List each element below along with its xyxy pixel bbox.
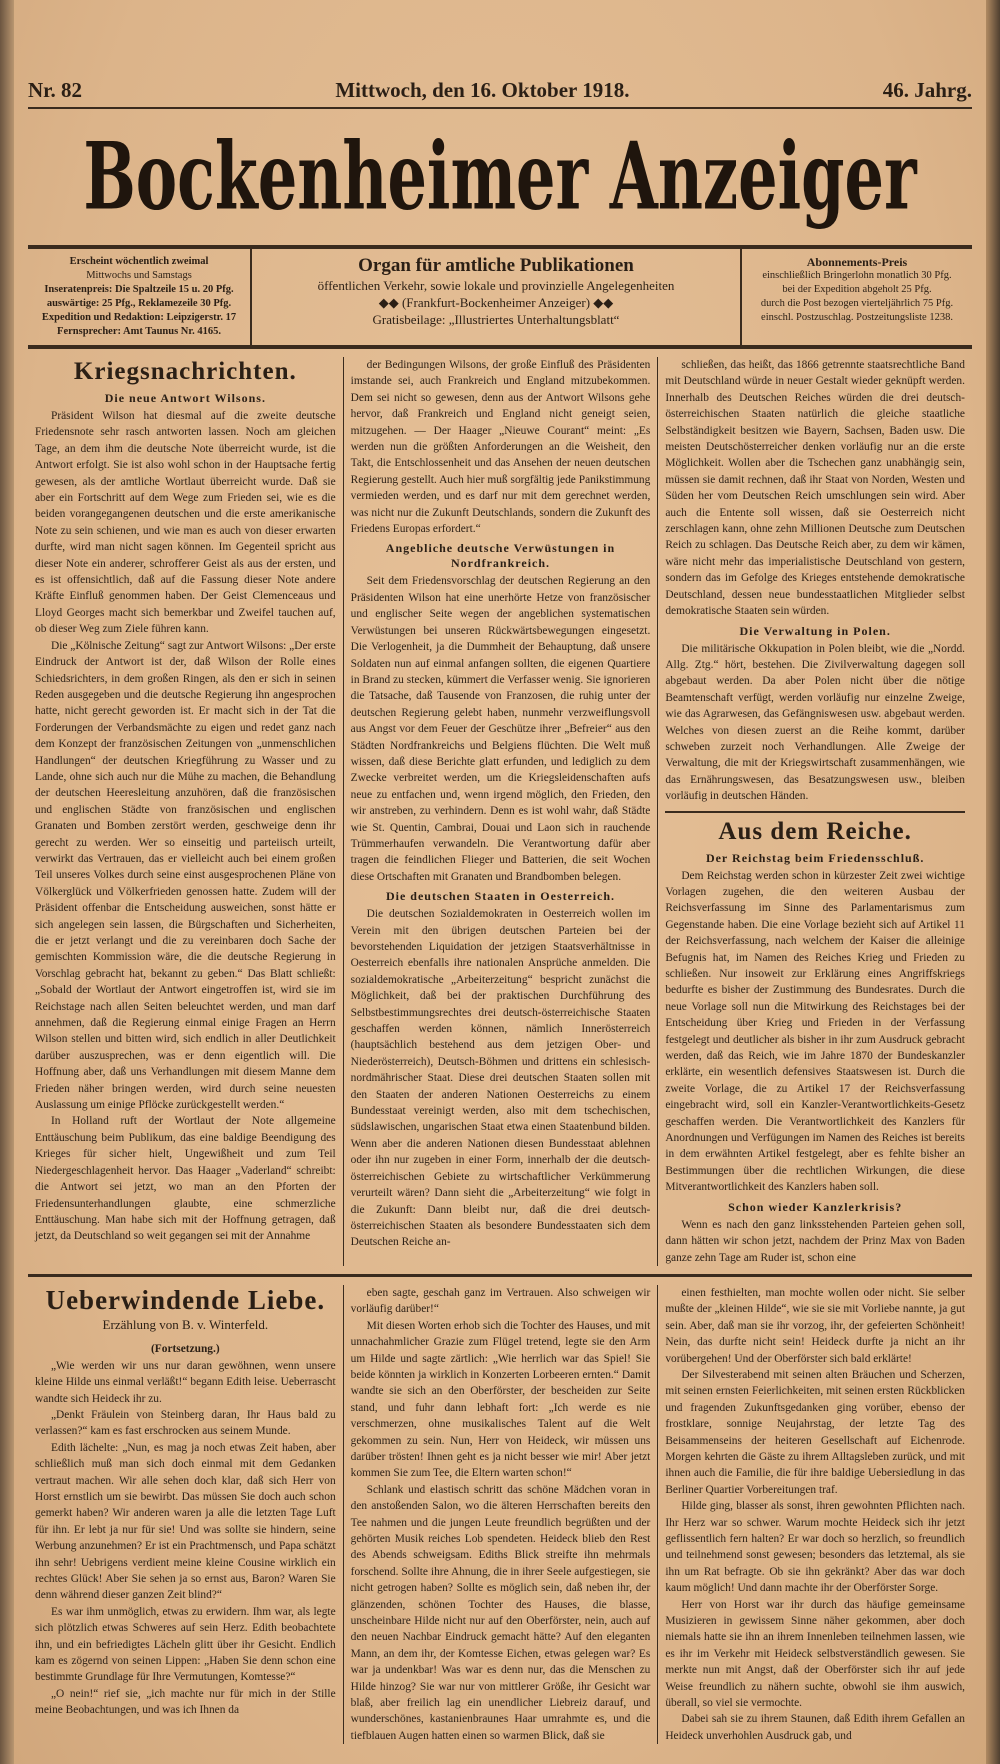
info-line: Erscheint wöchentlich zweimal [69, 256, 209, 267]
paragraph: „O nein!“ rief sie, „ich machte nur für mich in der Stille meine Beobachtungen, und was ich Ihnen da [35, 1687, 336, 1717]
story-byline: Erzählung von B. v. Winterfeld. [102, 1316, 269, 1332]
binding-edge-right [986, 0, 1000, 1764]
column-story-2 [343, 1285, 658, 1744]
binding-edge-left [0, 0, 14, 1764]
info-line: Organ für amtliche Publikationen [358, 255, 634, 276]
column-war-news-3 [657, 357, 972, 1266]
section-divider [665, 811, 965, 813]
paragraph: Seit dem Friedensvorschlag der deutschen Regierung an den Präsidenten Wilson hat eine unerhörte Hetze von französischer und englischer Seite wegen der angeblichen systematischen Verwüstungen bei unseren Rückwärtsbewegungen eingesetzt. Die Verlogenheit, ja die Dummheit der Behauptung, daß unsere Soldaten nun auf einmal anfangen sollten, die eigenen Quartiere in Brand zu stecken, kümmert die Verfasser wenig. Sie ignorieren die Tatsache, daß Tausende von Franzosen, die ruhig unter der deutschen Regierung gelebt haben, nunmehr verzweiflungsvoll aus Angst vor dem Feuer der Geschütze ihrer „Befreier“ aus den Städten Nordfrankreichs und Belgiens flüchten. Die Welt muß wissen, daß diese Berichte glatt erfunden, und lediglich zu dem Zwecke verbreitet werden, um die Kriegsleidenschaften aufs neue zu entfachen und, wenn irgend möglich, den Frieden, den wir anstreben, zu verhindern. Denn es ist wohl wahr, daß Städte wie St. Quentin, Cambrai, Douai und Laon sich in rauchende Trümmerhaufen verwandeln. Die Verantwortung dafür aber tragen die feindlichen Flieger und Batterien, die seit Wochen diese Ortschaften mit Granaten und Brandbomben belegen. [350, 575, 651, 883]
paragraph: schließen, das heißt, das 1866 getrennte staatsrechtliche Band mit Deutschland würde in neuer Gestalt wieder geknüpft werden. Innerhalb des Deutschen Reiches würden die drei deutsch-österreichischen Staaten natürlich die gleiche staatliche Selbständigkeit besitzen wie Bayern, Sachsen, Baden usw. Die meisten Deutschösterreicher denken vorläufig nur an die erste Möglichkeit. Wollen aber die Tschechen ganz unabhängig sein, müssen sie damit rechnen, daß ihr Staat von Norden, Westen und Süden her vom Deutschen Reich umschlungen sein wird. Aber auch die Entente soll wissen, daß sie Oesterreich nicht zerschlagen kann, ohne zehn Millionen Deutsche zum Deutschen Reich zu schlagen. Das Deutsche Reich aber, zu dem wir kämen, wäre nicht mehr das imperialistische Deutschland von gestern, sondern das im Gefolge des Krieges entstehende demokratische Deutschland, dessen neue bundesstaatlichen Mitglieder selbst demokratische Staaten sein würden. [665, 359, 965, 618]
paragraph: Dabei sah sie zu ihrem Staunen, daß Edith ihrem Gefallen an Heideck unverhohlen Ausdruck gab, und [665, 1713, 965, 1742]
paragraph: „Wie werden wir uns nur daran gewöhnen, wenn unsere kleine Hilde uns einmal verläßt!“ begann Edith leise. Ueberrascht wandte sich Heideck ihr zu. [35, 1359, 336, 1405]
paragraph: Edith lächelte: „Nun, es mag ja noch etwas Zeit haben, aber schließlich muß man sich doch einmal mit dem Gedanken vertraut machen. Wir alle sehen doch klar, daß sich Herr von Horst ernstlich um sie bewirbt. Das müssen Sie doch auch schon gemerkt haben? Wir anderen waren ja alle die letzten Tage Luft für ihn. Er lebt ja nur für sie! Und was sollte sie hindern, seine Werbung anzunehmen? Er ist ein Prachtmensch, und Papa schätzt ihn sehr! Uebrigens verdient meine kleine Cousine wirklich ein rechtes Glück! Aber Sie sehen ja so ernst aus, Baron? Waren Sie denn während dieser ganzen Zeit blind?“ [35, 1441, 336, 1602]
paragraph: Herr von Horst war ihr durch das häufige gemeinsame Musizieren in gewissem Sinne näher gekommen, aber doch niemals hatte sie ihn an ihrem Innenleben teilnehmen lassen, wie es ihr im Verkehr mit Heideck selbstverständlich gewesen. Sie merkte nun mit Angst, daß der Oberförster sich ihr auf jede Weise freundlich zu nähern suchte, obwohl sie ihm auswich, überall, so viel sie vermochte. [665, 1598, 965, 1710]
paragraph: In Holland ruft der Wortlaut der Note allgemeine Enttäuschung beim Publikum, das eine baldige Beendigung des Krieges für sicher hielt, Ungewißheit und zum Teil Niedergeschlagenheit hervor. Das Haager „Vaderland“ schreibt: die Antwort sei jetzt, wo man an den Pforten der Friedensunterhandlungen glaubte, eine schmerzliche Enttäuschung. Man habe sich mit der Hoffnung getragen, daß jetzt, da Deutschland so weit gegangen sei mit der Annahme [35, 1115, 336, 1243]
info-line: Gratisbeilage: „Illustriertes Unterhaltungsblatt“ [372, 312, 620, 327]
article-heading: Die Verwaltung in Polen. [739, 623, 891, 638]
paragraph: Die militärische Okkupation in Polen bleibt, wie die „Nordd. Allg. Ztg.“ hört, bestehen. Die Zivilverwaltung dagegen soll abgebaut werden. Da aber Polen nicht über die nötige Beamtenschaft verfügt, werden vorläufig nur einzelne Zweige, wie das Agrarwesen, das Gefängniswesen usw. abgebaut werden. Welches von diesen zuerst an die Reihe kommt, darüber schweben zurzeit noch Verhandlungen. Alle Zweige der Verwaltung, die mit der Kriegswirtschaft zusammenhängen, wie das Ernährungswesen, das Besatzungswesen usw., bleiben vorläufig in deutschen Händen. [665, 642, 965, 803]
story-title: Ueberwindende Liebe. [45, 1284, 326, 1315]
info-line: Mittwochs und Samstags [86, 270, 192, 281]
paragraph: Der Silvesterabend mit seinen alten Bräuchen und Scherzen, mit seinen ernsten Feierlichkeiten, mit seinen ersten Rückblicken und fragenden Zukunftsgedanken ging vorüber, ebenso der frostklare, sonnige Neujahrstag, der letzte Tag des Beisammenseins der heiteren Gesellschaft auf Eichenrode. Morgen kehrten die Gäste zu ihrem Alltagsleben zurück, und mit ihnen auch die Familie, die für ihre baldige Uebersiedlung in das Berliner Quartier Vorbereitungen traf. [665, 1368, 965, 1496]
info-line: Inseratenpreis: Die Spaltzeile 15 u. 20 Pfg. [44, 284, 234, 295]
column-story-1 [28, 1285, 343, 1744]
section-title: Kriegsnachrichten. [73, 358, 297, 385]
news-section [28, 357, 972, 1266]
paragraph: Hilde ging, blasser als sonst, ihren gewohnten Pflichten nach. Ihr Herz war so schwer. Warum mochte Heideck sich ihr jetzt geflissentlich fern halten? Er war doch so herzlich, so freundlich und teilnehmend sonst gewesen; besonders das letztemal, als sie ihn um Rat befragte. Ob sie ihn gekränkt? Aber das war doch kaum möglich! Und dann machte ihr der Oberförster Sorge. [665, 1500, 965, 1595]
article-heading: Angebliche deutsche Verwüstungen in Nordfrankreich. [385, 541, 616, 571]
column-story-3 [657, 1285, 972, 1744]
paragraph: einen festhielten, man mochte wollen oder nicht. Sie selber mußte der „kleinen Hilde“, wie sie sie mit Vorliebe nannte, ja gut sein. Aber, daß man sie ihr vorzog, ihr, der gefeierten Schönheit! Nein, das durfte nicht sein! Heideck durfte ja nicht an ihr vorübergehen! Und der Oberförster sich bald erklärte! [665, 1286, 965, 1365]
column-war-news-2 [343, 357, 658, 1266]
article-heading: Schon wieder Kanzlerkrisis? [728, 1199, 903, 1214]
paragraph: der Bedingungen Wilsons, der große Einfluß des Präsidenten imstande sei, auch Frankreich und England mitzubekommen. Dem sei nicht so gewesen, denn aus der Antwort Wilsons gehe hervor, daß Frankreich und England nicht geneigt seien, mitzugehen. — Der Haager „Nieuwe Courant“ meint: „Es werden nun die größten Anforderungen an die Weisheit, den Takt, die Entschlossenheit und das Ansehen der neuen deutschen Regierung gestellt. Auch hier muß sorgfältig jede Panikstimmung vermieden werden, und es darf nur mit dem gerechnet werden, was nicht nur die Zukunft Deutschlands, sondern die Zukunft des Friedens Europas erfordert.“ [350, 359, 651, 536]
info-line: bei der Expedition abgeholt 25 Pfg. [782, 284, 932, 295]
section-title: Aus dem Reiche. [718, 817, 912, 845]
info-line: einschließlich Bringerlohn monatlich 30 Pfg. [762, 270, 952, 281]
paragraph: Schlank und elastisch schritt das schöne Mädchen voran in den anstoßenden Salon, wo die älteren Herrschaften bereits den Tee nahmen und die jungen Leute freundlich begrüßten und der gehörten Musik reiches Lob spendeten. Heideck blieb den Rest des Abends schweigsam. Ediths Blick streifte ihn mehrmals forschend. Sollte ihre Ahnung, die in ihrer Seele aufgestiegen, sie nicht getrogen haben? Sollte es möglich sein, daß neben ihr, der glänzenden, schönen Tochter des Hauses, die blasse, unscheinbare Hilde nicht nur auf den Oberförster, nein, auch auf den neuen Nachbar Eindruck gemacht hätte? Auf den eleganten Mann, an dem ihr, der Komtesse Eichen, etwas gelegen war? Es war ja undenkbar! Was war es denn nur, das die Menschen zu Hilde hinzog? Sie war nur von mittlerer Größe, ihr Gesicht war blaß, aber freilich lag ein unendlicher Liebreiz darauf, und wunderschönes, kastanienbraunes Haar umrahmte es, und die tiefblauen Augen hatten einen so warmen Blick, daß sie [350, 1483, 651, 1742]
paragraph: Dem Reichstag werden schon in kürzester Zeit zwei wichtige Vorlagen zugehen, die den weiteren Ausbau der Reichsverfassung im Sinne des Parlamentarismus zum Gegenstande haben. Die eine Vorlage bezieht sich auf Artikel 11 der Reichsverfassung, nach welchem der Kaiser die alleinige Befugnis hat, im Namen des Reiches Krieg und Frieden zu schließen. Nur insoweit zur Erklärung eines Angriffskriegs bedurfte es bisher der Zustimmung des Bundesrates. Durch die neue Vorlage soll nun die Mitwirkung des Reichstages bei der Entscheidung über Krieg und Frieden in der Verfassung festgelegt und deutlicher als bisher in ihr zum Ausdruck gebracht werden, daß das Reich, wie im Jahre 1870 der Bundeskanzler erklärte, ein wesentlich defensives Staatswesen ist. Durch die zweite Vorlage, die zu Artikel 17 der Reichsverfassung eingebracht wird, soll ein Kanzler-Verantwortlichkeits-Gesetz geschaffen werden. Die Verantwortlichkeit des Kanzlers für Anordnungen und Verfügungen im Namen des Reiches ist bereits in dem erwähnten Artikel festgelegt, aber es fehlte bisher an Bestimmungen über die rechtlichen Wirkungen, die diese Mitverantwortlichkeit des Kanzlers haben soll. [665, 869, 965, 1194]
paragraph: Die „Kölnische Zeitung“ sagt zur Antwort Wilsons: „Der erste Eindruck der Antwort ist der, daß Wilson der Rolle eines Schiedsrichters, in dem großen Ringen, als den er sich in seinen Reden ausgegeben und die deutsche Regierung ihn angesprochen hatte, nicht gerecht geworden ist. Er macht sich in der Tat die Forderungen der Verbandsmächte zu eigen und redet ganz nach dem Konzept der französischen Zeitungen von „unmenschlichen Handlungen“ der deutschen Kriegführung zu Wasser und zu Lande, ohne sich auch nur die Mühe zu machen, die Behandlung der deutschen Heeresleitung anzuhören, daß die französischen und englischen Städte von französischen und englischen Granaten und Bomben zerstört werden, geschweige denn ihr gerecht zu werden. Wer so einseitig und parteiisch urteilt, verwirkt das Vertrauen, das er vielleicht auch bei einem großen Teil unseres Volkes durch seine einst ausgesprochenen Pläne von Völkerglück und Völkerfrieden genossen hatte. Zudem will der Präsident offenbar die Entscheidung ausweichen, sonst hätte er sich angelegen sein lassen, die Bürgschaften und Sicherheiten, die er jetzt verlangt und die zu vereinbaren doch Sache der gemischten Kommission wäre, die die deutsche Regierung in Vorschlag gebracht hat, bekannt zu geben.“ Das Blatt schließt: „Sobald der Wortlaut der Antwort eingetroffen ist, wird sie im Reichstage nach allen Seiten beleuchtet werden, und man darf annehmen, daß die Regierung einmal einige Fragen an Herrn Wilson stellen und bitten wird, sich endlich in aller Deutlichkeit darüber auszusprechen, was er denn eigentlich will. Die Hoffnung aber, daß uns Verhandlungen mit diesem Manne dem Frieden näher bringen werden, wird durch seine neuesten Auslassung um einige Pflöcke zurückgestellt werden.“ [35, 639, 336, 1112]
story-continued: (Fortsetzung.) [151, 1343, 220, 1356]
info-line: einschl. Postzuschlag. Postzeitungsliste 1238. [761, 312, 953, 323]
paragraph: Mit diesen Worten erhob sich die Tochter des Hauses, und mit unnachahmlicher Grazie zum Flügel tretend, legte sie den Arm um Hilde und sagte zärtlich: „Wie herrlich war das Spiel! Sie beide könnten ja wirklich in Konzerten Lorbeeren ernten.“ Damit wandte sie sich an den Oberförster, der bescheiden zur Seite stand, und fuhr dann lebhaft fort: „Ich werde es nie verschmerzen, ohne musikalisches Talent auf die Welt gekommen zu sein. Nun, Herr von Heideck, wir müssen uns darüber trösten! Ihnen geht es ja nicht besser wie mir! Aber jetzt kommen Sie zum Tee, die Eltern warten schon!“ [350, 1319, 651, 1480]
paragraph: eben sagte, geschah ganz im Vertrauen. Also schweigen wir vorläufig darüber!“ [350, 1286, 651, 1316]
paragraph: „Denkt Fräulein von Steinberg daran, Ihr Haus bald zu verlassen?“ kam es fast erschrocken aus seinem Munde. [35, 1408, 336, 1438]
paragraph: Wenn es nach den ganz linksstehenden Parteien gehen soll, dann hätten wir schon jetzt, nachdem der Prinz Max von Baden ganze zehn Tage am Ruder ist, schon eine [665, 1218, 965, 1264]
masthead [28, 109, 972, 245]
article-heading: Die deutschen Staaten in Oesterreich. [385, 889, 616, 904]
article-heading: Die neue Antwort Wilsons. [104, 391, 266, 405]
feuilleton-section [28, 1285, 972, 1744]
masthead-title: Bockenheimer Anzeiger [83, 121, 917, 231]
info-line: Abonnements-Preis [806, 255, 908, 269]
paragraph: Es war ihm unmöglich, etwas zu erwidern. Ihm war, als legte sich plötzlich etwas Schweres auf sein Herz. Edith beobachtete ihn, und ein befriedigtes Lächeln glitt über ihr Gesicht. Endlich kam es zögernd von seinen Lippen: „Haben Sie denn schon eine bestimmte Grundlage für Ihre Vermutungen, Komtesse?“ [35, 1605, 336, 1684]
info-line: auswärtige: 25 Pfg., Reklamezeile 30 Pfg. [46, 298, 232, 309]
info-line: ◆◆ (Frankfurt-Bockenheimer Anzeiger) ◆◆ [378, 295, 614, 310]
column-war-news-1 [28, 357, 343, 1266]
feuilleton-rule [28, 1274, 972, 1277]
article-heading: Der Reichstag beim Friedensschluß. [705, 850, 925, 865]
paragraph: Präsident Wilson hat diesmal auf die zweite deutsche Friedensnote sehr rasch antworten lassen. Noch am gleichen Tage, an dem ihm die deutsche Note überreicht wurde, ist die Antwort erfolgt. Sie ist also wohl schon in der Hauptsache fertig gewesen, als der amtliche Wortlaut überreicht wurde. Daß sie aber ein Fortschritt auf dem Wege zum Frieden sei, wie es die beiden vorangegangenen deutschen und die erste amerikanische Note zu sein schienen, und wie man es auch von dieser erwarten durfte, wird man nicht sagen können. Im Gegenteil spricht aus dieser Note ein anderer, schrofferer Geist als aus der ersten, und es ist offensichtlich, daß auf die Fassung dieser Note andere Kräfte Einfluß genommen haben. Der Geist Clemenceaus und Lloyd Georges macht sich bemerkbar und Zweifel tauchen auf, ob dieser Weg zum Ziele führen kann. [35, 410, 336, 636]
issue-date: Mittwoch, den 16. Oktober 1918. [335, 78, 630, 102]
paragraph: Die deutschen Sozialdemokraten in Oesterreich wollen im Verein mit den übrigen deutschen Parteien bei der bevorstehenden Liquidation der jetzigen Staatsverhältnisse in Oesterreich ebenfalls ihre nationalen Ansprüche anmelden. Die sozialdemokratische „Arbeiterzeitung“ bespricht zunächst die Möglichkeit, daß bei der praktischen Durchführung des Selbstbestimmungsrechtes drei deutsch-österreichische Staaten geschaffen werden können, nämlich Innerösterreich (hauptsächlich bestehend aus dem jetzigen Ober- und Niederösterreich), Deutsch-Böhmen und drittens ein schlesisch-nordmährischer Staat. Diese drei deutschen Staaten sollen mit den Staaten der anderen Nationen Oesterreichs zu einem Bundesstaat vereinigt werden, also mit dem tschechischen, südslawischen, ungarischen Staat etwa einen Staatenbund bilden. Wenn aber die anderen Nationen diesen Bundesstaat ablehnen oder ihn nur zugeben in einer Form, innerhalb der die deutsch-österreichischen Gebiete zu wirtschaftlicher Verkümmerung verurteilt wären? Dann sieht die „Arbeiterzeitung“ wie folgt in die Zukunft: Dann bleibt nur, daß die drei deutsch-österreichischen Staaten als besondere Bundesstaaten sich dem Deutschen Reiche an- [350, 908, 651, 1249]
info-line: öffentlichen Verkehr, sowie lokale und provinzielle Angelegenheiten [317, 278, 675, 293]
volume-year: 46. Jahrg. [882, 78, 972, 102]
issue-number: Nr. 82 [28, 78, 83, 102]
info-line: Expedition und Redaktion: Leipzigerstr. 17 [41, 312, 237, 323]
info-line: Fernsprecher: Amt Taunus Nr. 4165. [57, 326, 221, 337]
newspaper-page [14, 0, 986, 1764]
info-line: durch die Post bezogen vierteljährlich 75 Pfg. [760, 298, 954, 309]
